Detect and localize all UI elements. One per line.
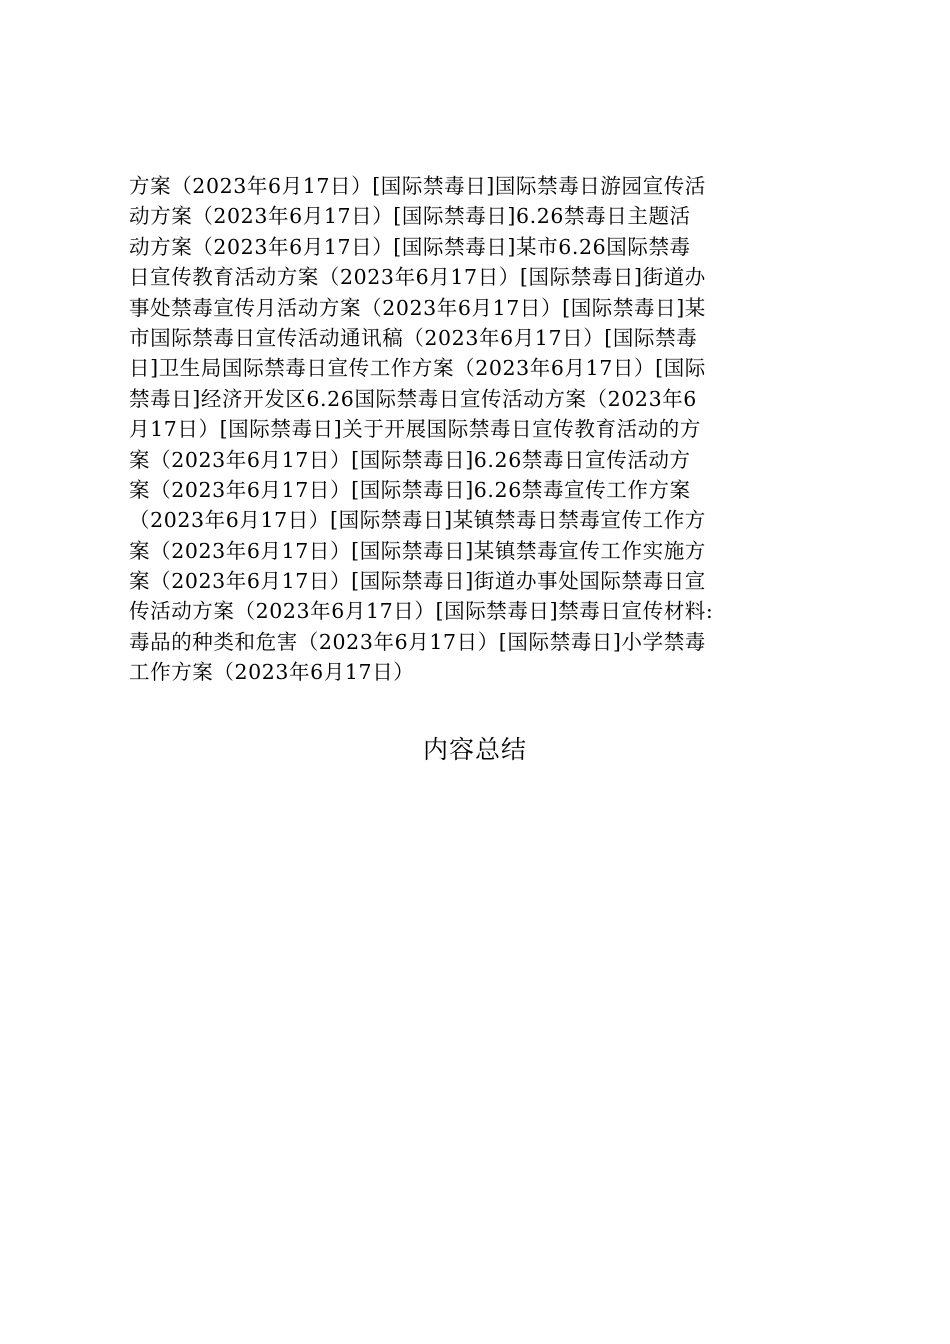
body-text-line: 日]卫生局国际禁毒日宣传工作方案（2023年6月17日）[国际: [129, 356, 706, 381]
body-text-line: 方案（2023年6月17日）[国际禁毒日]国际禁毒日游园宣传活: [129, 174, 706, 198]
body-text-line: 毒品的种类和危害（2023年6月17日）[国际禁毒日]小学禁毒: [129, 629, 706, 654]
body-text-line: 工作方案（2023年6月17日）: [129, 660, 415, 685]
body-text-line: 事处禁毒宣传月活动方案（2023年6月17日）[国际禁毒日]某: [129, 295, 706, 320]
body-text-line: 动方案（2023年6月17日）[国际禁毒日]某市6.26国际禁毒: [129, 234, 691, 259]
body-text-line: （2023年6月17日）[国际禁毒日]某镇禁毒日禁毒宣传工作方: [129, 508, 706, 533]
section-heading-summary: 内容总结: [422, 735, 527, 764]
body-text-line: 动方案（2023年6月17日）[国际禁毒日]6.26禁毒日主题活: [129, 204, 691, 229]
body-text-line: 月17日）[国际禁毒日]关于开展国际禁毒日宣传教育活动的方: [129, 417, 701, 442]
body-text-line: 案（2023年6月17日）[国际禁毒日]6.26禁毒宣传工作方案: [129, 477, 691, 502]
body-text-line: 案（2023年6月17日）[国际禁毒日]某镇禁毒宣传工作实施方: [129, 538, 706, 563]
document-body-paragraph: [129, 171, 834, 688]
body-text-line: 市国际禁毒日宣传活动通讯稿（2023年6月17日）[国际禁毒: [129, 325, 698, 350]
body-text-line: 禁毒日]经济开发区6.26国际禁毒日宣传活动方案（2023年6: [129, 386, 697, 411]
body-text-line: 传活动方案（2023年6月17日）[国际禁毒日]禁毒日宣传材料:: [129, 599, 714, 624]
body-text-line: 案（2023年6月17日）[国际禁毒日]6.26禁毒日宣传活动方: [129, 447, 691, 472]
body-text-line: 日宣传教育活动方案（2023年6月17日）[国际禁毒日]街道办: [129, 265, 706, 290]
body-text-line: 案（2023年6月17日）[国际禁毒日]街道办事处国际禁毒日宣: [129, 569, 706, 594]
